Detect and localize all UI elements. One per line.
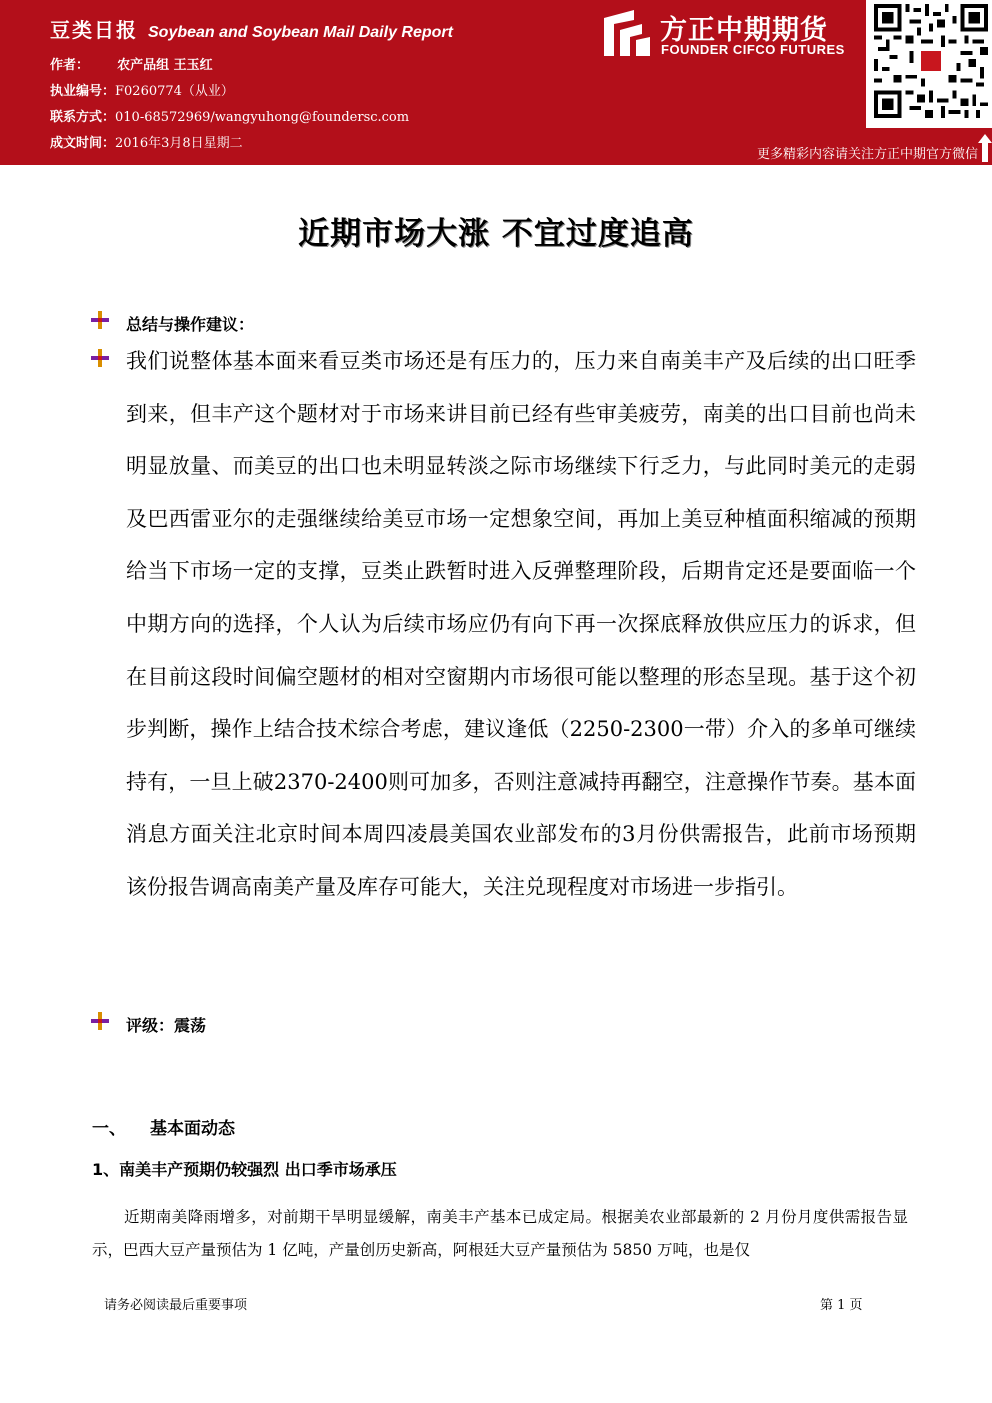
date-label: 成文时间：	[50, 136, 116, 151]
body-paragraph: 近期南美降雨增多，对前期干旱明显缓解，南美丰产基本已成定局。根据美农业部最新的 2 月份月度供需报告显示，巴西大豆产量预估为 1 亿吨，产量创历史新高，阿根廷大豆产量预估为 5850 万吨，也是仅	[92, 1208, 908, 1259]
date-row	[50, 132, 243, 151]
logo-text-en: FOUNDER CIFCO FUTURES	[661, 42, 845, 57]
summary-paragraph: 我们说整体基本面来看豆类市场还是有压力的，压力来自南美丰产及后续的出口旺季到来，但丰产这个题材对于市场来讲目前已经有些审美疲劳，南美的出口目前也尚未明显放量、而美豆的出口也未明显转淡之际市场继续下行乏力，与此同时美元的走弱及巴西雷亚尔的走强继续给美豆市场一定想象空间，再加上美豆种植面积缩减的预期给当下市场一定的支撑，豆类止跌暂时进入反弹整理阶段，后期肯定还是要面临一个中期方向的选择，个人认为后续市场应仍有向下再一次探底释放供应压力的诉求，但在目前这段时间偏空题材的相对空窗期内市场很可能以整理的形态呈现。基于这个初步判断，操作上结合技术综合考虑，建议逢低（2250-2300一带）介入的多单可继续持有，一旦上破2370-2400则可加多，否则注意减持再翻空，注意操作节奏。基本面消息方面关注北京时间本周四凌晨美国农业部发布的3月份供需报告，此前市场预期该份报告调高南美产量及库存可能大，关注兑现程度对市场进一步指引。	[126, 349, 916, 899]
arrow-up-icon	[978, 134, 992, 162]
contact-label: 联系方式：	[50, 110, 116, 125]
date-value: 2016年3月8日星期二	[115, 136, 243, 151]
report-headline: 近期市场大涨 不宜过度追高	[298, 216, 694, 252]
follow-wechat-text[interactable]: 更多精彩内容请关注方正中期官方微信	[756, 147, 978, 162]
author-row	[50, 54, 213, 73]
rating-label: 评级：震荡	[126, 1016, 207, 1035]
subsection-heading: 1、南美丰产预期仍较强烈 出口季市场承压	[92, 1160, 397, 1179]
contact-value[interactable]: 010-68572969/wangyuhong@foundersc.com	[115, 110, 410, 125]
section-heading	[92, 1114, 235, 1139]
footer-notice: 请务必阅读最后重要事项	[104, 1298, 248, 1313]
bullet-icon	[90, 310, 110, 330]
company-logo	[604, 6, 860, 60]
license-row	[50, 80, 234, 99]
summary-label: 总结与操作建议：	[126, 315, 255, 334]
founder-logo-icon	[604, 10, 650, 56]
report-header	[0, 0, 992, 165]
author-label: 作者：	[50, 58, 90, 73]
report-title-en: Soybean and Soybean Mail Daily Report	[148, 24, 453, 41]
qr-code-icon	[874, 4, 988, 118]
report-title-cn: 豆类日报	[50, 18, 138, 42]
author-value: 农产品组 王玉红	[117, 58, 213, 73]
section-title: 基本面动态	[150, 1119, 235, 1139]
contact-row	[50, 106, 409, 125]
license-label: 执业编号：	[50, 84, 116, 99]
license-value: F0260774（从业）	[115, 84, 234, 99]
bullet-icon	[90, 1011, 110, 1031]
page-number: 第 1 页	[820, 1298, 863, 1313]
logo-text-cn: 方正中期期货	[660, 15, 828, 46]
section-number: 一、	[92, 1119, 126, 1139]
bullet-icon	[90, 348, 110, 368]
qr-code[interactable]	[866, 0, 992, 128]
report-title-bar	[50, 14, 453, 43]
